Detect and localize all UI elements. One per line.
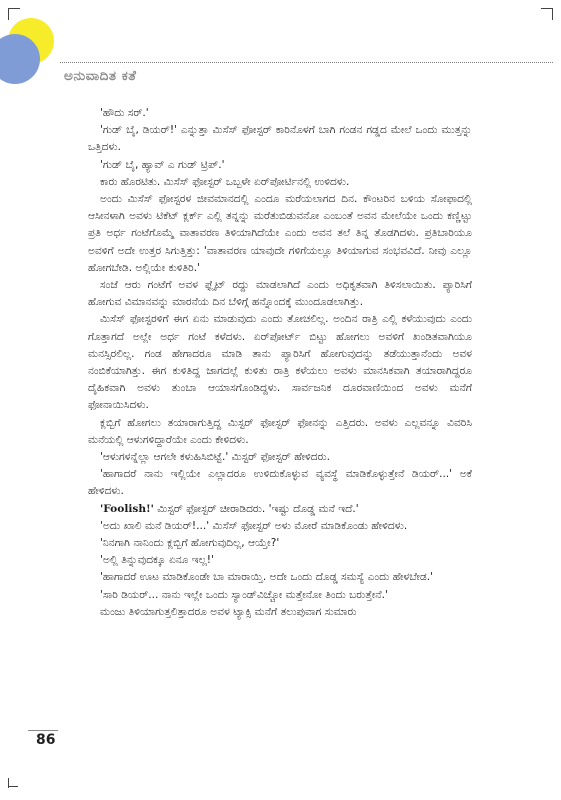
crop-mark-top-left-h: [8, 8, 20, 9]
paragraph: 'ಹಾಗಾದರೆ ಊಟ ಮಾಡಿಕೊಂಡೇ ಬಾ ಮಾರಾಯ್ತಿ. ಅದೇ ಒಂದು ದೊಡ್ಡ ಸಮಸ್ಯೆ ಎಂದು ಹೇಳಬೇಡ.': [100, 571, 434, 584]
paragraph: 'ಅಲ್ಲಿ ತಿನ್ನುವುದಕ್ಕೂ ಏನೂ ಇಲ್ಲ!': [100, 554, 214, 567]
section-title: ಅನುವಾದಿತ ಕತೆ: [64, 68, 137, 84]
crop-mark-top-right-v: [552, 8, 553, 20]
paragraph: ಕ್ಲಬ್ಬಿಗೆ ಹೋಗಲು ತಯಾರಾಗುತ್ತಿದ್ದ ಮಿಸ್ಟರ್ ಫೋಸ್ಟರ್ ಫೋನನ್ನು ಎತ್ತಿದರು. ಅವಳು ಎಲ್ಲವನ್ನೂ ವಿವರಿಸಿ ಮನೆಯಲ್ಲಿ ಆಳುಗಳಿದ್ದಾರೆಯೇ ಎಂದು ಕೇಳಿದಳು.: [88, 416, 472, 446]
crop-mark-bottom-left-h: [8, 786, 18, 787]
bold-exclamation: 'Foolish!': [100, 502, 154, 515]
paragraph: ಮಿಸೆಸ್ ಫೋಸ್ಟರಳಿಗೆ ಈಗ ಏನು ಮಾಡುವುದು ಎಂದು ತೋಚಲಿಲ್ಲ. ಅಂದಿನ ರಾತ್ರಿ ಎಲ್ಲಿ ಕಳೆಯುವುದು ಎಂದು ಗೊತ್ತಾಗದೆ ಅಲ್ಲೇ ಅರ್ಧ ಗಂಟೆ ಕಳೆದಳು. ಏರ್‌ಪೋರ್ಟ್ ಬಿಟ್ಟು ಹೋಗಲು ಅವಳಿಗೆ ಖಂಡಿತವಾಗಿಯೂ ಮನಸ್ಸಿರಲಿಲ್ಲ. ಗಂಡ ಹೇಗಾದರೂ ಮಾಡಿ ತಾನು ಪ್ಯಾರಿಸಿಗೆ ಹೋಗುವುದನ್ನು ತಡೆಯುತ್ತಾನೆಂದು ಅವಳ ನಂಬಿಕೆಯಾಗಿತ್ತು. ಈಗ ಕುಳಿತಿದ್ದ ಜಾಗದಲ್ಲೆ ಕುಳಿತು ರಾತ್ರಿ ಕಳೆಯಲು ಅವಳು ಮಾನಸಿಕವಾಗಿ ತಯಾರಾಗಿದ್ದರೂ ದೈಹಿಕವಾಗಿ ಅವಳು ತುಂಬಾ ಆಯಾಸಗೊಂಡಿದ್ದಳು. ಸಾರ್ವಜನಿಕ ದೂರವಾಣಿಯಿಂದ ಅವಳು ಮನೆಗೆ ಫೋನಾಯಿಸಿದಳು.: [88, 313, 472, 412]
page-number-rule: [28, 730, 58, 731]
paragraph: 'ಗುಡ್ ಬೈ, ಹ್ಯಾವ್ ಎ ಗುಡ್ ಟ್ರಿಪ್.': [100, 158, 225, 171]
page-number: 86: [36, 732, 56, 748]
crop-mark-top-left-v: [8, 8, 9, 20]
paragraph-foolish: [88, 501, 472, 518]
paragraph: 'ನಿನಗಾಗಿ ನಾನಿಂದು ಕ್ಲಬ್ಬಿಗೆ ಹೋಗುವುದಿಲ್ಲ, ಆಯ್ತೇ?': [100, 537, 280, 550]
paragraph: 'ಸಾರಿ ಡಿಯರ್... ನಾನು ಇಲ್ಲೇ ಒಂದು ಸ್ಯಾಂಡ್‌ವಿಚ್ಚೋ ಮತ್ತೇನೋ ತಿಂದು ಬರುತ್ತೇನೆ.': [100, 588, 388, 601]
paragraph: ಅಂದು ಮಿಸೆಸ್ ಫೋಸ್ಟರಳ ಜೀವಮಾನದಲ್ಲಿ ಎಂದೂ ಮರೆಯಲಾಗದ ದಿನ. ಕೌಂಟರಿನ ಬಳಿಯ ಸೋಫಾದಲ್ಲಿ ಆಸೀನಳಾಗಿ ಅವಳು ಟಿಕೆಟ್ ಕ್ಲರ್ಕ್ ಎಲ್ಲಿ ತನ್ನನ್ನು ಮರೆತುಬಿಡುವನೋ ಎಂಬಂತೆ ಅವನ ಮೇಲೆಯೇ ಒಂದು ಕಣ್ಣಿಟ್ಟು ಪ್ರತಿ ಅರ್ಧ ಗಂಟೆಗೊಮ್ಮೆ ವಾತಾವರಣ ತಿಳಿಯಾಗಿದೆಯೇ ಎಂದು ಅವನ ತಲೆ ತಿನ್ನ ತೊಡಗಿದಳು. ಪ್ರತಿಬಾರಿಯೂ ಅವಳಿಗೆ ಅದೇ ಉತ್ತರ ಸಿಗುತ್ತಿತ್ತು: 'ವಾತಾವರಣ ಯಾವುದೇ ಗಳಿಗೆಯಲ್ಲೂ ತಿಳಿಯಾಗುವ ಸಂಭವವಿದೆ. ನೀವು ಎಲ್ಲೂ ಹೋಗಬೇಡಿ. ಅಲ್ಲಿಯೇ ಕುಳಿತಿರಿ.': [88, 193, 472, 274]
paragraph: 'ಹೌದು ಸರ್.': [100, 107, 149, 119]
paragraph: ಮಂಜು ತಿಳಿಯಾಗುತ್ತಲಿತ್ತಾದರೂ ಅವಳ ಟ್ಯಾಕ್ಸಿ ಮನೆಗೆ ತಲುಪುವಾಗ ಸುಮಾರು: [100, 605, 357, 618]
paragraph: ಕಾರು ಹೊರಟಿತು. ಮಿಸೆಸ್ ಫೋಸ್ಟರ್ ಒಬ್ಬಳೇ ಏರ್‌ಪೋರ್ಟಿನಲ್ಲಿ ಉಳಿದಳು.: [100, 175, 350, 188]
header-dotted-rule: [60, 62, 553, 63]
crop-mark-bottom-left-v: [8, 778, 9, 788]
paragraph: 'ಗುಡ್ ಬೈ, ಡಿಯರ್!' ಎನ್ನುತ್ತಾ ಮಿಸೆಸ್ ಫೋಸ್ಟರ್ ಕಾರಿನೊಳಗೆ ಬಾಗಿ ಗಂಡನ ಗಡ್ಡದ ಮೇಲೆ ಒಂದು ಮುತ್ತನ್ನು ಒತ್ತಿದಳು.: [88, 124, 472, 154]
paragraph: 'ಅದು ಖಾಲಿ ಮನೆ ಡಿಯರ್!...' ಮಿಸೆಸ್ ಫೋಸ್ಟರ್ ಅಳು ಮೋರೆ ಮಾಡಿಕೊಂಡು ಹೇಳಿದಳು.: [100, 519, 408, 532]
article-body: [88, 105, 472, 621]
paragraph: ಸಂಜೆ ಆರು ಗಂಟೆಗೆ ಅವಳ ಫ್ಲೈಟ್ ರದ್ದು ಮಾಡಲಾಗಿದೆ ಎಂದು ಅಧಿಕೃತವಾಗಿ ತಿಳಿಸಲಾಯಿತು. ಪ್ಯಾರಿಸಿಗೆ ಹೋಗುವ ವಿಮಾನವನ್ನು ಮಾರನೆಯ ದಿನ ಬೆಳಿಗ್ಗೆ ಹನ್ನೊಂದಕ್ಕೆ ಮುಂದೂಡಲಾಗಿತ್ತು.: [88, 279, 472, 309]
paragraph-rest: ಮಿಸ್ಟರ್ ಫೋಸ್ಟರ್ ಚೀರಾಡಿದರು. 'ಇಷ್ಟು ದೊಡ್ಡ ಮನೆ ಇದೆ.': [153, 502, 359, 515]
paragraph: 'ಹಾಗಾದರೆ ನಾನು ಇಲ್ಲಿಯೇ ಎಲ್ಲಾದರೂ ಉಳಿದುಕೊಳ್ಳುವ ವ್ಯವಸ್ಥೆ ಮಾಡಿಕೊಳ್ಳುತ್ತೇನೆ ಡಿಯರ್...' ಅಕೆ ಹೇಳಿದಳು.: [88, 468, 472, 498]
paragraph: 'ಆಳುಗಳನ್ನೆಲ್ಲಾ ಆಗಲೇ ಕಳುಹಿಸಿಬಿಟ್ಟೆ.' ಮಿಸ್ಟರ್ ಫೋಸ್ಟರ್ ಹೇಳಿದರು.: [100, 451, 330, 464]
